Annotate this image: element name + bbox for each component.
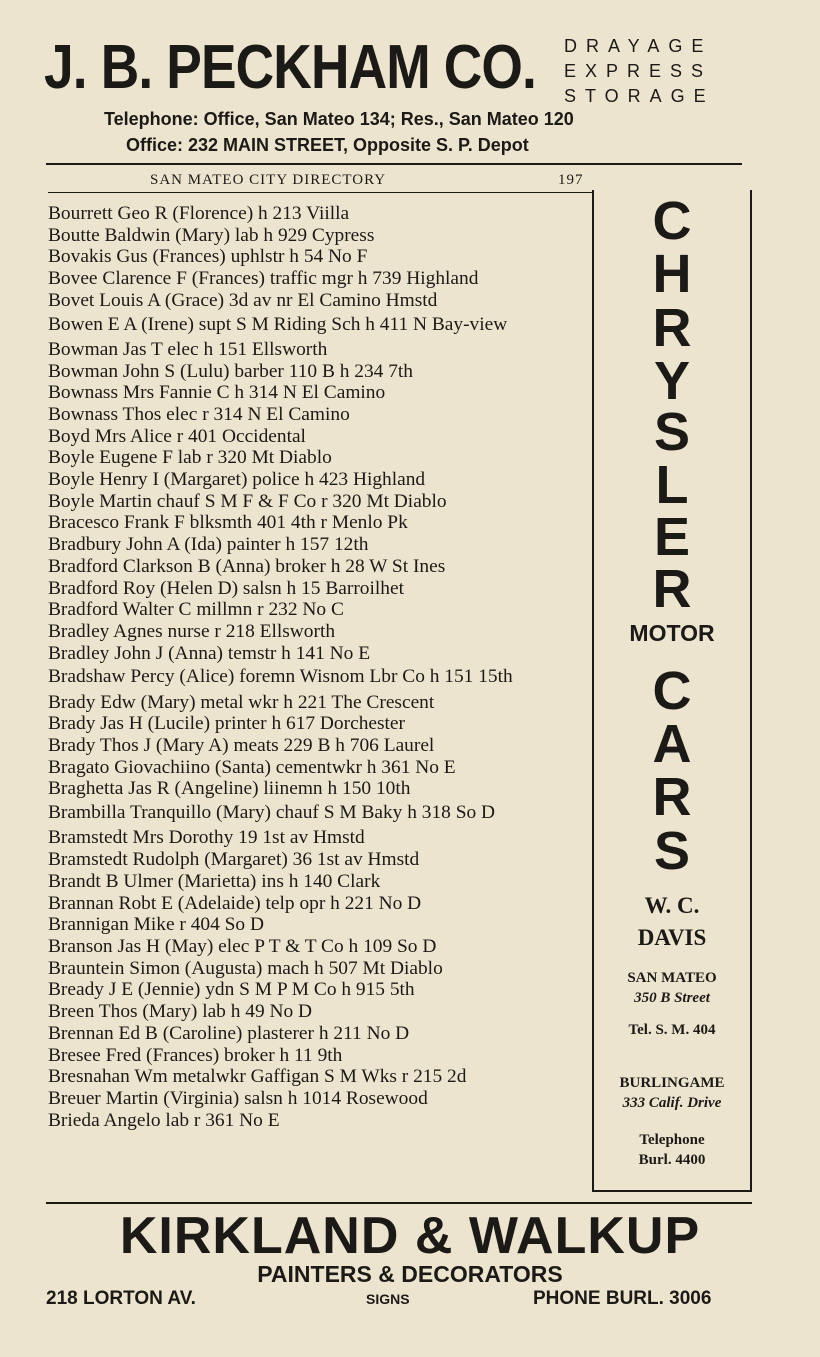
directory-entry: Brennan Ed B (Caroline) plasterer h 211 No D — [48, 1022, 410, 1044]
chrysler-letter: Y — [653, 351, 691, 411]
branch-san-mateo-address: 350 B Street — [634, 990, 710, 1006]
peckham-office: Office: 232 MAIN STREET, Opposite S. P. Depot — [126, 135, 529, 155]
directory-entry: Bownass Mrs Fannie C h 314 N El Camino — [48, 382, 386, 404]
directory-entry: Brambilla Tranquillo (Mary) chauf S M Baky h 318 So D — [48, 802, 496, 824]
directory-entry: Bradford Roy (Helen D) salsn h 15 Barroilhet — [48, 577, 404, 599]
directory-entry: Bramstedt Mrs Dorothy 19 1st av Hmstd — [48, 827, 365, 849]
directory-entry: Brieda Angelo lab r 361 No E — [48, 1109, 280, 1131]
directory-entry: Boyd Mrs Alice r 401 Occidental — [48, 425, 306, 447]
directory-listing — [48, 203, 592, 1131]
directory-entry: Boyle Henry I (Margaret) police h 423 Highland — [48, 469, 426, 491]
branch-san-mateo-city: SAN MATEO — [627, 970, 717, 986]
branch-burlingame-city: BURLINGAME — [619, 1075, 725, 1091]
chrysler-letter: H — [652, 244, 692, 304]
directory-entry: Bragato Giovachiino (Santa) cementwkr h 361 No E — [48, 756, 456, 778]
directory-entry: Bracesco Frank F blksmth 401 4th r Menlo Pk — [48, 512, 408, 534]
branch-san-mateo-telephone: Tel. S. M. 404 — [628, 1022, 716, 1038]
directory-entry: Brauntein Simon (Augusta) mach h 507 Mt Diablo — [48, 957, 443, 979]
bottom-divider — [46, 1202, 752, 1204]
directory-entry: Brannan Robt E (Adelaide) telp opr h 221 No D — [48, 892, 422, 914]
kirkland-walkup-phone: PHONE BURL. 3006 — [533, 1288, 712, 1309]
motor-label: MOTOR — [629, 620, 715, 646]
directory-entry: Boutte Baldwin (Mary) lab h 929 Cypress — [48, 224, 375, 246]
directory-entry: Bradbury John A (Ida) painter h 157 12th — [48, 534, 369, 556]
directory-entry: Boyle Eugene F lab r 320 Mt Diablo — [48, 447, 332, 469]
cars-letter: R — [652, 767, 692, 827]
burlingame-phone: Burl. 4400 — [638, 1152, 706, 1168]
directory-entry: Branson Jas H (May) elec P T & T Co h 109 So D — [48, 935, 437, 957]
directory-entry: Bradshaw Percy (Alice) foremn Wisnom Lbr Co h 151 15th — [48, 666, 513, 688]
directory-entry: Bresnahan Wm metalwkr Gaffigan S M Wks r 215 2d — [48, 1066, 467, 1088]
branch-burlingame-telephone — [594, 1130, 750, 1170]
directory-entry: Bradley Agnes nurse r 218 Ellsworth — [48, 620, 336, 642]
kirkland-walkup-signs: SIGNS — [366, 1291, 410, 1307]
cars-letter: C — [652, 661, 692, 721]
directory-entry: Bownass Thos elec r 314 N El Camino — [48, 403, 350, 425]
service-express: EXPRESS — [564, 61, 713, 81]
dealer-line-2: DAVIS — [637, 925, 707, 950]
top-divider — [46, 163, 742, 165]
kirkland-walkup-trade: PAINTERS & DECORATORS — [257, 1261, 563, 1287]
peckham-telephone: Telephone: Office, San Mateo 134; Res., San Mateo 120 — [104, 109, 574, 129]
branch-burlingame — [594, 1073, 750, 1113]
directory-entry: Bowen E A (Irene) supt S M Riding Sch h 411 N Bay-view — [48, 313, 508, 335]
chrysler-letter: C — [652, 191, 692, 251]
peckham-company-name: J. B. PECKHAM CO. — [44, 33, 536, 102]
directory-entry: Brady Thos J (Mary A) meats 229 B h 706 Laurel — [48, 735, 435, 757]
directory-entry: Brandt B Ulmer (Marietta) ins h 140 Clark — [48, 870, 381, 892]
chrysler-letter: R — [652, 298, 692, 358]
branch-san-mateo — [594, 968, 750, 1008]
chrysler-advert — [592, 190, 752, 1192]
directory-entry: Bresee Fred (Frances) broker h 11 9th — [48, 1044, 343, 1066]
directory-entry: Bradford Walter C millmn r 232 No C — [48, 599, 344, 621]
service-storage: STORAGE — [564, 86, 715, 106]
directory-entry: Bourrett Geo R (Florence) h 213 Viilla — [48, 203, 350, 224]
chrysler-letter: S — [653, 402, 691, 462]
directory-entry: Braghetta Jas R (Angeline) liinemn h 150 10th — [48, 778, 411, 800]
head-divider — [48, 192, 592, 193]
directory-entry: Bowman Jas T elec h 151 Ellsworth — [48, 338, 328, 360]
peckham-services — [564, 34, 744, 109]
directory-entry: Bready J E (Jennie) ydn S M P M Co h 915 5th — [48, 979, 415, 1001]
peckham-advert — [44, 28, 744, 162]
directory-entry: Bovee Clarence F (Frances) traffic mgr h 739 Highland — [48, 268, 479, 290]
chrysler-letter: E — [653, 507, 691, 567]
directory-entry: Bradley John J (Anna) temstr h 141 No E — [48, 642, 371, 664]
chrysler-letter: R — [652, 559, 692, 619]
cars-letter: A — [652, 714, 692, 774]
directory-entry: Bramstedt Rudolph (Margaret) 36 1st av Hmstd — [48, 849, 420, 871]
kirkland-walkup-address: 218 LORTON AV. — [46, 1288, 196, 1309]
branch-burlingame-address: 333 Calif. Drive — [622, 1095, 722, 1111]
chrysler-letter: L — [655, 455, 689, 515]
service-drayage: DRAYAGE — [564, 36, 713, 56]
directory-entry: Breen Thos (Mary) lab h 49 No D — [48, 1001, 313, 1023]
directory-entry: Bovet Louis A (Grace) 3d av nr El Camino Hmstd — [48, 289, 438, 311]
dealer-line-1: W. C. — [644, 893, 700, 918]
page-number: 197 — [558, 172, 584, 188]
cars-letter: S — [653, 821, 691, 881]
directory-entry: Breuer Martin (Virginia) salsn h 1014 Rosewood — [48, 1087, 428, 1109]
running-head — [50, 172, 590, 192]
directory-entry: Brady Edw (Mary) metal wkr h 221 The Crescent — [48, 691, 435, 713]
directory-entry: Boyle Martin chauf S M F & F Co r 320 Mt Diablo — [48, 490, 447, 512]
directory-entry: Brady Jas H (Lucile) printer h 617 Dorchester — [48, 713, 405, 735]
directory-title: SAN MATEO CITY DIRECTORY — [150, 172, 387, 188]
dealer-name — [594, 890, 750, 954]
directory-entry: Bradford Clarkson B (Anna) broker h 28 W St Ines — [48, 555, 446, 577]
directory-entry: Bowman John S (Lulu) barber 110 B h 234 7th — [48, 360, 413, 382]
kirkland-walkup-name: KIRKLAND & WALKUP — [119, 1207, 701, 1265]
directory-entry: Bovakis Gus (Frances) uphlstr h 54 No F — [48, 246, 368, 268]
telephone-label: Telephone — [639, 1132, 705, 1148]
directory-entry: Brannigan Mike r 404 So D — [48, 914, 264, 936]
